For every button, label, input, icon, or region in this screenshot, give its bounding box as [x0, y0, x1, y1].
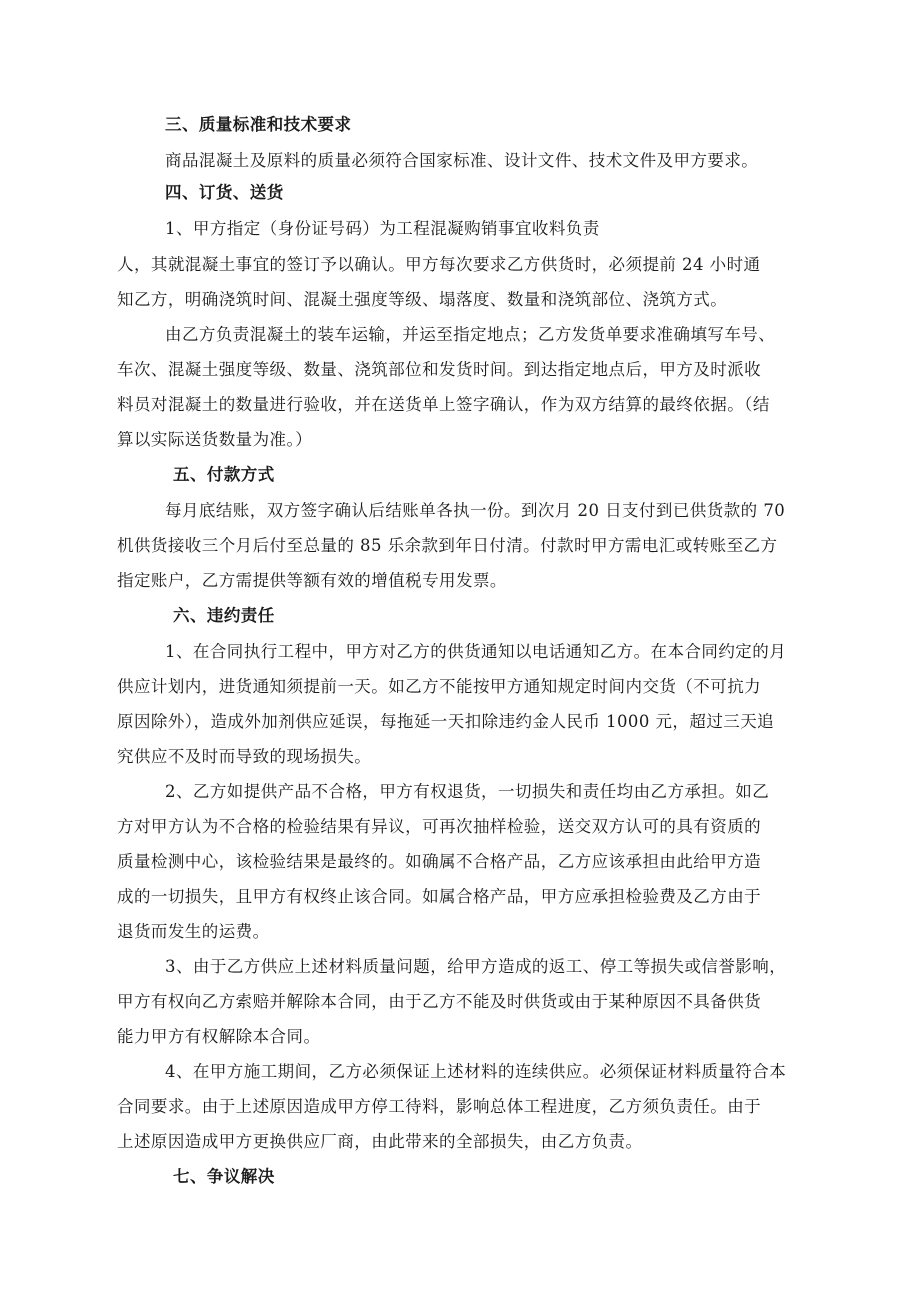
section6-heading: 六、违约责任: [173, 606, 275, 625]
section4-p2-line2: 车次、混凝土强度等级、数量、浇筑部位和发货时间。到达指定地点后，甲方及时派收: [117, 360, 762, 379]
section6-p2-line2: 方对甲方认为不合格的检验结果有异议，可再次抽样检验，送交双方认可的具有资质的: [117, 817, 762, 836]
section6-p1-line1: 1、在合同执行工程中，甲方对乙方的供货通知以电话通知乙方。在本合同约定的月: [165, 642, 787, 661]
section5-p1-line2: 机供货接收三个月后付至总量的 85 乐余款到年日付清。付款时甲方需电汇或转账至乙方: [117, 536, 778, 555]
section4-p1-line2: 人，其就混凝土事宜的签订予以确认。甲方每次要求乙方供货时，必须提前 24 小时通: [117, 255, 761, 274]
section4-p2-line4: 算以实际送货数量为准。）: [117, 430, 313, 449]
section6-p2-line3: 质量检测中心，该检验结果是最终的。如确属不合格产品，乙方应该承担由此给甲方造: [117, 852, 762, 871]
section7-heading: 七、争议解决: [173, 1167, 275, 1186]
section6-p1-line4: 究供应不及时而导致的现场损失。: [117, 747, 372, 766]
section6-p3-line3: 能力甲方有权解除本合同。: [117, 1027, 321, 1046]
section6-p4-line1: 4、在甲方施工期间，乙方必须保证上述材料的连续供应。必须保证材料质量符合本: [165, 1062, 787, 1081]
section5-p1-line3: 指定账户，乙方需提供等额有效的增值税专用发票。: [117, 571, 507, 590]
section6-p2-line1: 2、乙方如提供产品不合格，甲方有权退货，一切损失和责任均由乙方承担。如乙: [165, 782, 770, 801]
section6-p1-line3: 原因除外），造成外加剂供应延误，每拖延一天扣除违约金人民币 1000 元，超过三天追: [117, 712, 775, 731]
section4-heading: 四、订货、送货: [165, 183, 284, 202]
section6-p2-line4: 成的一切损失，且甲方有权终止该合同。如属合格产品，甲方应承担检验费及乙方由于: [117, 887, 762, 906]
section4-p2-line3: 料员对混凝土的数量进行验收，并在送货单上签字确认，作为双方结算的最终依据。（结: [117, 395, 770, 414]
section6-p2-line5: 退货而发生的运费。: [117, 922, 270, 941]
section4-p2-line1: 由乙方负责混凝土的装车运输，并运至指定地点；乙方发货单要求准确填写车号、: [165, 325, 776, 344]
section3-heading: 三、质量标准和技术要求: [165, 115, 352, 134]
section6-p1-line2: 供应计划内，进货通知须提前一天。如乙方不能按甲方通知规定时间内交货（不可抗力: [117, 677, 762, 696]
section5-p1-line1: 每月底结账，双方签字确认后结账单各执一份。到次月 20 日支付到已供货款的 70: [165, 501, 786, 520]
section4-p1-line3: 知乙方，明确浇筑时间、混凝土强度等级、塌落度、数量和浇筑部位、浇筑方式。: [117, 290, 728, 309]
section6-p3-line2: 甲方有权向乙方索赔并解除本合同，由于乙方不能及时供货或由于某种原因不具备供货: [117, 992, 762, 1011]
section3-paragraph: 商品混凝土及原料的质量必须符合国家标准、设计文件、技术文件及甲方要求。: [165, 151, 759, 170]
section6-p3-line1: 3、由于乙方供应上述材料质量问题，给甲方造成的返工、停工等损失或信誉影响，: [165, 957, 787, 976]
section5-heading: 五、付款方式: [173, 465, 275, 484]
section4-p1-line1: 1、甲方指定（身份证号码）为工程混凝购销事宜收料负责: [165, 219, 600, 238]
section6-p4-line3: 上述原因造成甲方更换供应厂商，由此带来的全部损失，由乙方负责。: [117, 1132, 643, 1151]
section6-p4-line2: 合同要求。由于上述原因造成甲方停工待料，影响总体工程进度，乙方须负责任。由于: [117, 1097, 762, 1116]
